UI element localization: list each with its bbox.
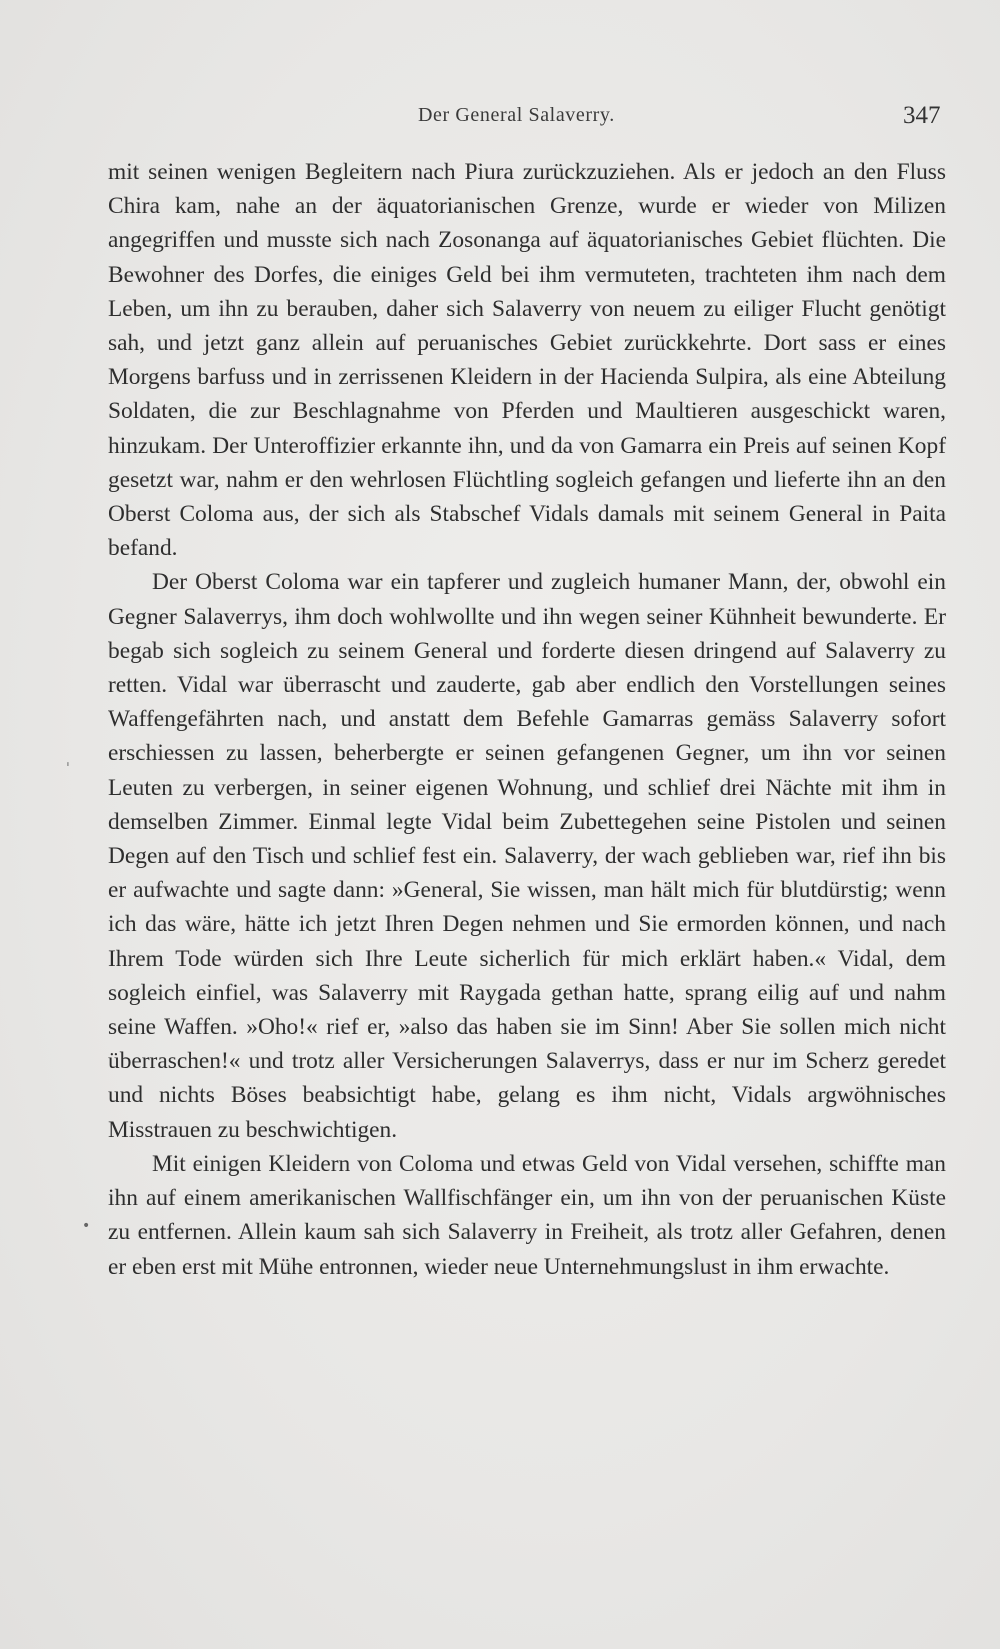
margin-speck: ˌ <box>66 752 70 768</box>
margin-dot: • <box>82 1218 91 1234</box>
paragraph-1: mit seinen wenigen Begleitern nach Piura zurückzuziehen. Als er jedoch an den Fluss Chira kam, nahe an der äquatorianischen Grenze, wurde er wieder von Milizen angegriffen und musste sich nach Zosonanga auf äquatorianisches Gebiet flüchten. Die Bewohner des Dorfes, die einiges Geld bei ihm vermuteten, trachteten ihm nach dem Leben, um ihn zu berauben, daher sich Salaverry von neuem zu eiliger Flucht genötigt sah, und jetzt ganz allein auf peruanisches Gebiet zurückkehrte. Dort sass er eines Morgens barfuss und in zerrissenen Kleidern in der Hacienda Sulpira, als eine Abteilung Soldaten, die zur Beschlagnahme von Pferden und Maultieren ausgeschickt waren, hinzukam. Der Unteroffizier erkannte ihn, und da von Gamarra ein Preis auf seinen Kopf gesetzt war, nahm er den wehrlosen Flüchtling sogleich gefangen und lieferte ihn an den Oberst Coloma aus, der sich als Stabschef Vidals damals mit seinem General in Paita befand. <box>108 159 946 562</box>
page-header <box>0 96 1000 136</box>
page-number: 347 <box>903 102 941 129</box>
body-text <box>108 155 946 1284</box>
paragraph-3: Mit einigen Kleidern von Coloma und etwas Geld von Vidal versehen, schiffte man ihn auf einem amerikanischen Wallfischfänger ein, um ihn von der peruanischen Küste zu entfernen. Allein kaum sah sich Salaverry in Freiheit, als trotz aller Gefahren, denen er eben erst mit Mühe entronnen, wieder neue Unternehmungslust in ihm erwachte. <box>108 1150 946 1280</box>
paragraph-2: Der Oberst Coloma war ein tapferer und zugleich humaner Mann, der, obwohl ein Gegner Salaverrys, ihm doch wohlwollte und ihn wegen seiner Kühnheit bewunderte. Er begab sich sogleich zu seinem General und forderte diesen dringend auf Salaverry zu retten. Vidal war überrascht und zauderte, gab aber endlich den Vorstellungen seines Waffengefährten nach, und anstatt dem Befehle Gamarras gemäss Salaverry sofort erschiessen zu lassen, beherbergte er seinen gefangenen Gegner, um ihn vor seinen Leuten zu verbergen, in seiner eigenen Wohnung, und schlief drei Nächte mit ihm in demselben Zimmer. Einmal legte Vidal beim Zubettegehen seine Pistolen und seinen Degen auf den Tisch und schlief fest ein. Salaverry, der wach geblieben war, rief ihn bis er aufwachte und sagte dann: »General, Sie wissen, man hält mich für blutdürstig; wenn ich das wäre, hätte ich jetzt Ihren Degen nehmen und Sie ermorden können, und nach Ihrem Tode würden sich Ihre Leute sicherlich für mich erklärt haben.« Vidal, dem sogleich einfiel, was Salaverry mit Raygada gethan hatte, sprang eilig auf und nahm seine Waffen. »Oho!« rief er, »also das haben sie im Sinn! Aber Sie sollen mich nicht überraschen!« und trotz aller Versicherungen Salaverrys, dass er nur im Scherz geredet und nichts Böses beabsichtigt habe, gelang es ihm nicht, Vidals argwöhnisches Misstrauen zu beschwichtigen. <box>108 569 946 1143</box>
running-title: Der General Salaverry. <box>418 104 615 126</box>
